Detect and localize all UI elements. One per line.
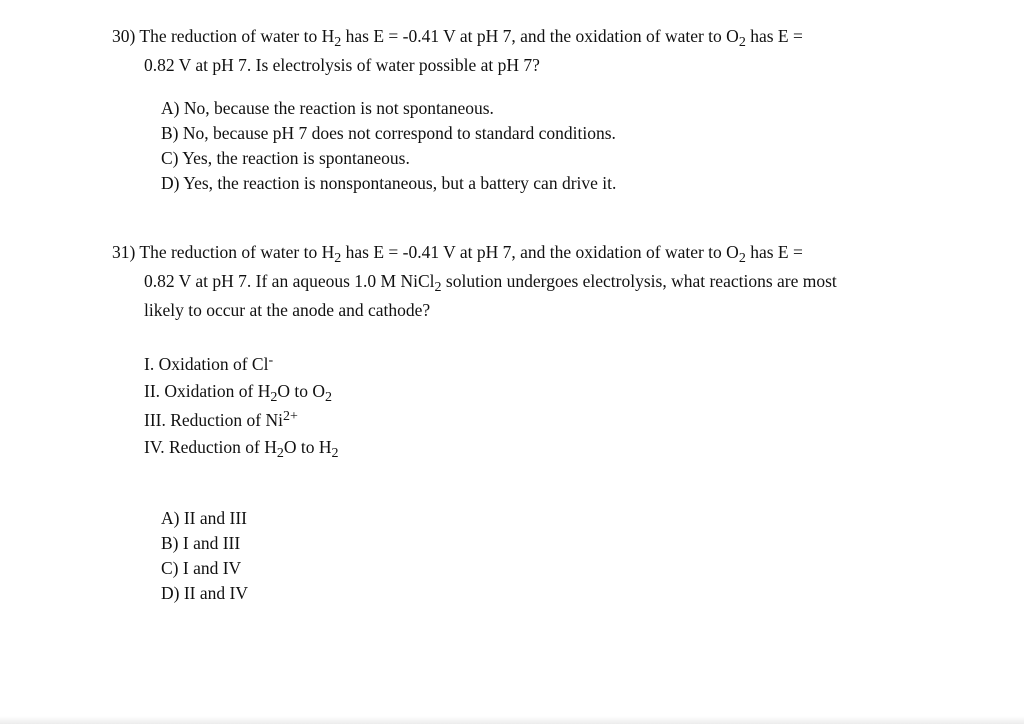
question-31-choices (161, 506, 248, 606)
question-31-number: 31) (112, 242, 136, 262)
question-30-stem (112, 22, 972, 80)
question-30-number: 30) (112, 26, 136, 46)
question-30-choice-b: B) No, because pH 7 does not correspond to standard conditions. (161, 123, 616, 143)
question-31-choice-c: C) I and IV (161, 558, 242, 578)
question-30-choice-d: D) Yes, the reaction is nonspontaneous, but a battery can drive it. (161, 173, 617, 193)
question-30-line-1: 30) The reduction of water to $H_2$ has E = -0.41 V at pH 7, and the oxidation of water to $O_2$ has E = (112, 26, 803, 50)
statement-ii: II. Oxidation of $H_2O$ to $O_2$ (144, 381, 333, 405)
question-31-line-1: 31) The reduction of water to $H_2$ has E = -0.41 V at pH 7, and the oxidation of water to $O_2$ has E = (112, 242, 803, 266)
question-30-choice-c: C) Yes, the reaction is spontaneous. (161, 148, 410, 168)
question-31-stem (112, 238, 972, 325)
question-31-line-2: 0.82 V at pH 7. If an aqueous 1.0 M NiCl$_2$ solution undergoes electrolysis, what reactions are most (144, 271, 837, 295)
question-31-line-3: likely to occur at the anode and cathode? (144, 300, 431, 320)
question-31-choice-b: B) I and III (161, 533, 241, 553)
question-30-choice-a: A) No, because the reaction is not spontaneous. (161, 98, 494, 118)
question-31-statements (144, 351, 339, 459)
question-30-choices (161, 96, 616, 196)
question-31-choice-d: D) II and IV (161, 583, 248, 603)
statement-iii: III. Reduction of $Ni^{2+}$ (144, 409, 298, 430)
question-31-choice-a: A) II and III (161, 508, 247, 528)
statement-iv: IV. Reduction of $H_2O$ to $H_2$ (144, 437, 339, 461)
page-bottom-shadow (0, 716, 1024, 724)
statement-i: I. Oxidation of Cl- (144, 353, 274, 374)
question-30-line-2: 0.82 V at pH 7. Is electrolysis of water possible at pH 7? (144, 55, 540, 75)
